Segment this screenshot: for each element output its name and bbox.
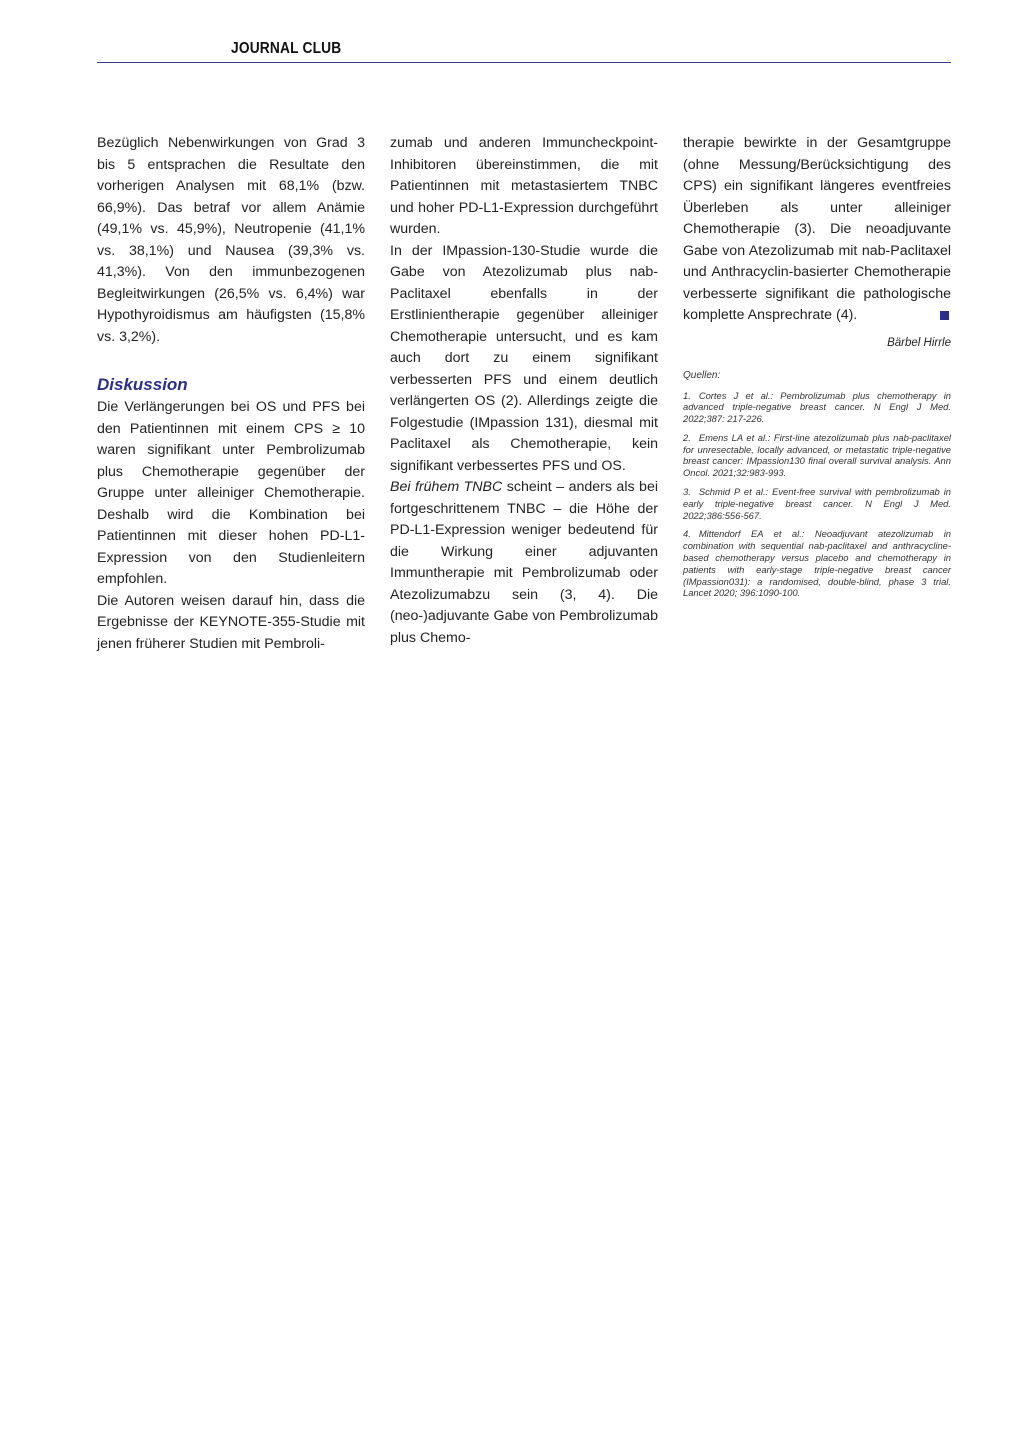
section-header: JOURNAL CLUB (231, 40, 342, 57)
paragraph-discussion-1: Die Verlängerungen bei OS und PFS bei den Patientinnen mit einem CPS ≥ 10 waren signifikant unter Pembrolizumab plus Chemotherapie gegenüber der Gruppe unter alleiniger Chemotherapie. Deshalb wird die Kombination bei Patientinnen mit dieser hohen PD-L1-Expression von den Studienleitern empfohlen. (97, 399, 365, 587)
heading-diskussion: Diskussion (97, 375, 188, 394)
reference-number: 3. (683, 486, 691, 498)
paragraph-impassion: In der IMpassion-130-Studie wurde die Gabe von Atezolizumab plus nab-Paclitaxel ebenfalls in der Erstlinientherapie gegenüber alleiniger Chemotherapie untersucht, und es kam auch dort zu einem signifikant verbesserten PFS und einem deutlich verlängerten OS (2). Allerdings zeigte die Folgestudie (IMpassion 131), diesmal mit Paclitaxel als Chemotherapie, kein signifikant verbessertes PFS und OS. (390, 242, 658, 474)
reference-item (683, 486, 951, 521)
column-3 (683, 133, 951, 599)
reference-number: 2. (683, 431, 691, 443)
reference-number: 1. (683, 389, 691, 401)
early-tnbc-italic: Bei frühem TNBC (390, 479, 503, 495)
reference-text: Mittendorf EA et al.: Neoadjuvant atezolizumab in combination with sequential nab-paclitaxel and anthracycline-based chemotherapy versus placebo and chemotherapy in patients with early-stage triple-negative breast cancer (IMpassion031): a randomised, double-blind, phase 3 trial. Lancet 2020; 396:1090-100. (683, 528, 951, 599)
conclusion-text: therapie bewirkte in der Gesamtgruppe (ohne Messung/Berücksichtigung des CPS) ein signifikant längeres eventfreies Überleben als unter alleiniger Chemotherapie (3). Die neoadjuvante Gabe von Atezolizumab mit nab-Paclitaxel und Anthracyclin-basierter Chemotherapie verbesserte signifikant die pathologische komplette Ansprechrate (4). (683, 135, 951, 323)
reference-number: 4. (683, 528, 691, 540)
paragraph-conclusion (683, 133, 951, 327)
paragraph-early-tnbc (390, 477, 658, 649)
reference-item (683, 528, 951, 599)
column-2 (390, 133, 658, 649)
early-tnbc-rest: scheint – anders als bei fortgeschrittenem TNBC – die Höhe der PD-L1-Expression weniger bedeutend für die Wirkung einer adjuvanten Immuntherapie mit Pembrolizumab oder Atezolizumabzu sein (3, 4). Die (neo-)adjuvante Gabe von Pembrolizumab plus Chemo- (390, 479, 658, 646)
reference-item (683, 432, 951, 479)
sources-label: Quellen: (683, 369, 721, 381)
reference-item (683, 390, 951, 425)
reference-text: Emens LA et al.: First-line atezolizumab plus nab-paclitaxel for unresectable, locally advanced, or metastatic triple-negative breast cancer: IMpassion130 final overall survival analysis. Ann Oncol. 2021;32:983-993. (683, 431, 951, 479)
paragraph-checkpoint: zumab und anderen Immuncheckpoint-Inhibitoren übereinstimmen, die mit Patientinnen mit metastasiertem TNBC und hoher PD-L1-Expression durchgeführt wurden. (390, 135, 658, 237)
column-1 (97, 133, 365, 655)
reference-text: Schmid P et al.: Event-free survival with pembrolizumab in early triple-negative breast cancer. N Engl J Med. 2022;386:556-567. (683, 486, 951, 521)
paragraph-discussion-2: Die Autoren weisen darauf hin, dass die Ergebnisse der KEYNOTE-355-Studie mit jenen früherer Studien mit Pembroli- (97, 592, 365, 652)
end-of-article-square-icon (940, 311, 949, 320)
author-name: Bärbel Hirrle (887, 336, 951, 349)
paragraph-side-effects: Bezüglich Nebenwirkungen von Grad 3 bis 5 entsprachen die Resultate den vorherigen Analysen mit 68,1% (bzw. 66,9%). Das betraf vor allem Anämie (49,1% vs. 45,9%), Neutropenie (41,1% vs. 38,1%) und Nausea (39,3% vs. 41,3%). Von den immunbezogenen Begleitwirkungen (26,5% vs. 6,4%) war Hypothyroidismus am häufigsten (15,8% vs. 3,2%). (97, 135, 365, 345)
header-rule (97, 62, 951, 63)
reference-text: Cortes J et al.: Pembrolizumab plus chemotherapy in advanced triple-negative breast cancer. N Engl J Med. 2022;387: 217-226. (683, 389, 951, 425)
